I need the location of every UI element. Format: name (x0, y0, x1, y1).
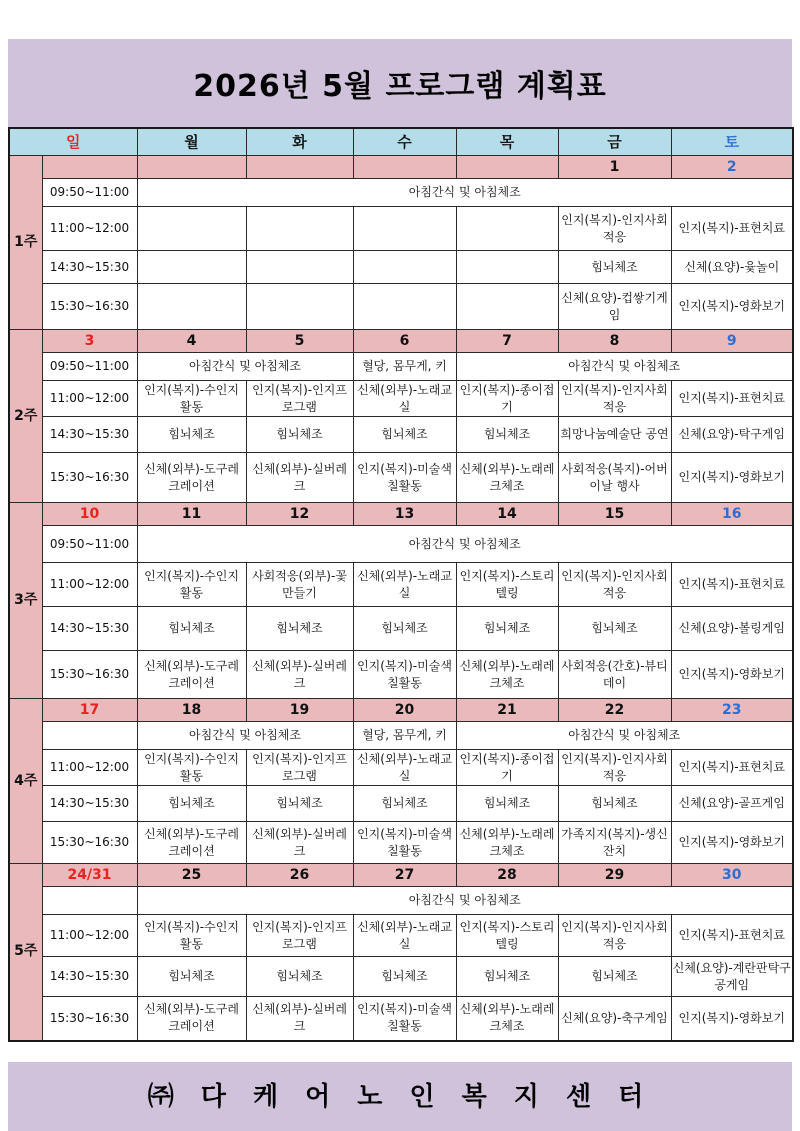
activity-cell: 신체(요양)-골프게임 (671, 786, 793, 822)
date-cell: 8 (558, 330, 671, 353)
activity-span: 아침간식 및 아침체조 (137, 887, 793, 915)
week-label: 2주 (9, 330, 42, 503)
day-header-thu: 목 (456, 128, 558, 156)
schedule-row (9, 284, 793, 330)
activity-cell (456, 207, 558, 251)
date-cell: 11 (137, 503, 246, 526)
schedule-row (9, 915, 793, 957)
time-slot: 14:30~15:30 (42, 607, 137, 651)
date-cell: 20 (353, 699, 456, 722)
date-cell: 17 (42, 699, 137, 722)
activity-cell: 인지(복지)-인지사회적응 (558, 381, 671, 417)
activity-cell: 신체(외부)-노래교실 (353, 563, 456, 607)
activity-cell: 희망나눔예술단 공연 (558, 417, 671, 453)
date-cell: 23 (671, 699, 793, 722)
activity-cell: 신체(요양)-계란판탁구공게임 (671, 957, 793, 997)
activity-cell: 인지(복지)-수인지활동 (137, 750, 246, 786)
week-label: 1주 (9, 156, 42, 330)
schedule-row (9, 607, 793, 651)
date-cell: 25 (137, 864, 246, 887)
date-cell: 13 (353, 503, 456, 526)
date-cell: 12 (246, 503, 353, 526)
activity-cell: 신체(요양)-볼링게임 (671, 607, 793, 651)
activity-cell: 인지(복지)-종이접기 (456, 381, 558, 417)
date-cell: 3 (42, 330, 137, 353)
activity-span: 아침간식 및 아침체조 (137, 353, 353, 381)
time-slot: 14:30~15:30 (42, 251, 137, 284)
time-slot (42, 887, 137, 915)
activity-cell: 힘뇌체조 (246, 957, 353, 997)
date-row (9, 503, 793, 526)
activity-cell: 신체(외부)-노래교실 (353, 915, 456, 957)
date-row (9, 699, 793, 722)
activity-cell: 혈당, 몸무게, 키 (353, 353, 456, 381)
activity-cell: 인지(복지)-표현치료 (671, 381, 793, 417)
activity-cell: 인지(복지)-영화보기 (671, 284, 793, 330)
time-slot: 15:30~16:30 (42, 822, 137, 864)
schedule-row (9, 179, 793, 207)
date-cell: 6 (353, 330, 456, 353)
schedule-row (9, 353, 793, 381)
activity-cell: 힘뇌체조 (558, 786, 671, 822)
activity-cell: 인지(복지)-수인지활동 (137, 563, 246, 607)
activity-span: 아침간식 및 아침체조 (137, 526, 793, 563)
activity-cell: 신체(외부)-실버레크 (246, 997, 353, 1041)
activity-span: 아침간식 및 아침체조 (456, 722, 793, 750)
activity-cell: 힘뇌체조 (558, 607, 671, 651)
date-cell (246, 156, 353, 179)
date-cell: 5 (246, 330, 353, 353)
activity-cell: 인지(복지)-표현치료 (671, 207, 793, 251)
activity-cell (137, 251, 246, 284)
time-slot: 14:30~15:30 (42, 417, 137, 453)
activity-cell: 인지(복지)-스토리텔링 (456, 915, 558, 957)
activity-cell: 인지(복지)-영화보기 (671, 453, 793, 503)
activity-cell: 인지(복지)-미술색칠활동 (353, 453, 456, 503)
title-banner (8, 39, 792, 127)
activity-cell: 인지(복지)-인지프로그램 (246, 915, 353, 957)
time-slot: 15:30~16:30 (42, 453, 137, 503)
activity-cell: 신체(외부)-노래레크체조 (456, 453, 558, 503)
date-cell: 30 (671, 864, 793, 887)
day-header-fri: 금 (558, 128, 671, 156)
activity-cell: 신체(요양)-탁구게임 (671, 417, 793, 453)
time-slot: 14:30~15:30 (42, 786, 137, 822)
activity-span: 아침간식 및 아침체조 (137, 722, 353, 750)
footer-banner (8, 1062, 792, 1131)
activity-cell: 힘뇌체조 (456, 417, 558, 453)
time-slot (42, 722, 137, 750)
date-cell: 16 (671, 503, 793, 526)
activity-cell: 힘뇌체조 (137, 957, 246, 997)
time-slot: 15:30~16:30 (42, 651, 137, 699)
activity-cell: 힘뇌체조 (137, 417, 246, 453)
activity-cell: 신체(외부)-노래교실 (353, 381, 456, 417)
weekday-header (9, 128, 793, 156)
date-row (9, 330, 793, 353)
schedule-row (9, 651, 793, 699)
date-cell: 18 (137, 699, 246, 722)
activity-cell: 힘뇌체조 (137, 607, 246, 651)
date-cell: 29 (558, 864, 671, 887)
activity-cell: 힘뇌체조 (137, 786, 246, 822)
activity-cell: 인지(복지)-영화보기 (671, 822, 793, 864)
activity-cell: 힘뇌체조 (246, 417, 353, 453)
activity-cell (353, 251, 456, 284)
activity-cell (456, 251, 558, 284)
schedule-row (9, 887, 793, 915)
activity-cell (353, 284, 456, 330)
schedule-row (9, 957, 793, 997)
schedule-row (9, 207, 793, 251)
date-cell: 28 (456, 864, 558, 887)
time-slot: 14:30~15:30 (42, 957, 137, 997)
activity-cell: 힘뇌체조 (353, 607, 456, 651)
page-title: 2026년 5월 프로그램 계획표 (193, 69, 607, 104)
activity-cell (137, 284, 246, 330)
schedule-row (9, 786, 793, 822)
activity-cell: 인지(복지)-미술색칠활동 (353, 997, 456, 1041)
activity-span: 아침간식 및 아침체조 (456, 353, 793, 381)
activity-cell: 인지(복지)-스토리텔링 (456, 563, 558, 607)
date-cell (456, 156, 558, 179)
date-cell (353, 156, 456, 179)
activity-cell (353, 207, 456, 251)
activity-cell: 인지(복지)-인지사회적응 (558, 563, 671, 607)
schedule-row (9, 997, 793, 1041)
activity-cell: 힘뇌체조 (456, 786, 558, 822)
time-slot: 15:30~16:30 (42, 997, 137, 1041)
activity-cell: 신체(요양)-윷놀이 (671, 251, 793, 284)
activity-cell: 인지(복지)-수인지활동 (137, 381, 246, 417)
schedule-row (9, 563, 793, 607)
activity-cell: 인지(복지)-인지사회적응 (558, 750, 671, 786)
day-header-sun: 일 (9, 128, 137, 156)
date-cell: 27 (353, 864, 456, 887)
activity-cell: 신체(외부)-실버레크 (246, 453, 353, 503)
week-label: 4주 (9, 699, 42, 864)
day-header-sat: 토 (671, 128, 793, 156)
schedule-row (9, 251, 793, 284)
schedule-row (9, 822, 793, 864)
schedule-row (9, 381, 793, 417)
activity-cell: 신체(외부)-실버레크 (246, 822, 353, 864)
activity-cell (246, 284, 353, 330)
schedule-row (9, 453, 793, 503)
activity-cell: 인지(복지)-인지사회적응 (558, 915, 671, 957)
date-cell: 15 (558, 503, 671, 526)
date-cell: 24/31 (42, 864, 137, 887)
activity-cell: 신체(외부)-도구레크레이션 (137, 997, 246, 1041)
activity-cell: 사회적응(간호)-뷰티데이 (558, 651, 671, 699)
time-slot: 09:50~11:00 (42, 353, 137, 381)
activity-cell: 힘뇌체조 (558, 251, 671, 284)
date-cell: 10 (42, 503, 137, 526)
date-cell (42, 156, 137, 179)
schedule-row (9, 526, 793, 563)
activity-cell: 신체(외부)-노래레크체조 (456, 651, 558, 699)
activity-span: 아침간식 및 아침체조 (137, 179, 793, 207)
activity-cell: 신체(외부)-실버레크 (246, 651, 353, 699)
activity-cell: 신체(요양)-축구게임 (558, 997, 671, 1041)
activity-cell: 인지(복지)-인지사회적응 (558, 207, 671, 251)
activity-cell: 사회적응(복지)-어버이날 행사 (558, 453, 671, 503)
date-row (9, 156, 793, 179)
activity-cell: 인지(복지)-표현치료 (671, 915, 793, 957)
date-cell: 1 (558, 156, 671, 179)
activity-cell: 인지(복지)-미술색칠활동 (353, 651, 456, 699)
activity-cell: 인지(복지)-영화보기 (671, 651, 793, 699)
time-slot: 11:00~12:00 (42, 915, 137, 957)
activity-cell: 신체(외부)-도구레크레이션 (137, 822, 246, 864)
activity-cell: 가족지지(복지)-생신잔치 (558, 822, 671, 864)
activity-cell: 인지(복지)-표현치료 (671, 563, 793, 607)
date-cell: 7 (456, 330, 558, 353)
activity-cell: 인지(복지)-표현치료 (671, 750, 793, 786)
activity-cell: 힘뇌체조 (246, 786, 353, 822)
schedule-row (9, 417, 793, 453)
activity-cell: 힘뇌체조 (246, 607, 353, 651)
date-cell: 26 (246, 864, 353, 887)
activity-cell: 힘뇌체조 (353, 786, 456, 822)
date-cell: 14 (456, 503, 558, 526)
center-name: ㈜ 다 케 어 노 인 복 지 센 터 (147, 1082, 653, 1112)
activity-cell (456, 284, 558, 330)
schedule-row (9, 750, 793, 786)
date-cell: 9 (671, 330, 793, 353)
activity-cell: 인지(복지)-수인지활동 (137, 915, 246, 957)
time-slot: 09:50~11:00 (42, 179, 137, 207)
date-cell: 4 (137, 330, 246, 353)
activity-cell: 신체(외부)-노래레크체조 (456, 822, 558, 864)
activity-cell: 인지(복지)-영화보기 (671, 997, 793, 1041)
activity-cell: 사회적응(외부)-꽃만들기 (246, 563, 353, 607)
activity-cell: 힘뇌체조 (456, 607, 558, 651)
activity-cell: 힘뇌체조 (353, 957, 456, 997)
activity-cell: 신체(외부)-노래교실 (353, 750, 456, 786)
activity-cell: 신체(외부)-도구레크레이션 (137, 651, 246, 699)
activity-cell: 힘뇌체조 (353, 417, 456, 453)
activity-cell (246, 207, 353, 251)
week-label: 3주 (9, 503, 42, 699)
date-cell: 21 (456, 699, 558, 722)
time-slot: 11:00~12:00 (42, 563, 137, 607)
date-cell: 22 (558, 699, 671, 722)
activity-cell: 신체(요양)-컵쌓기게임 (558, 284, 671, 330)
activity-cell: 신체(외부)-도구레크레이션 (137, 453, 246, 503)
activity-cell: 힘뇌체조 (558, 957, 671, 997)
activity-cell: 혈당, 몸무게, 키 (353, 722, 456, 750)
activity-cell: 신체(외부)-노래레크체조 (456, 997, 558, 1041)
day-header-mon: 월 (137, 128, 246, 156)
activity-cell: 인지(복지)-종이접기 (456, 750, 558, 786)
activity-cell: 인지(복지)-인지프로그램 (246, 381, 353, 417)
date-row (9, 864, 793, 887)
time-slot: 11:00~12:00 (42, 381, 137, 417)
date-cell: 2 (671, 156, 793, 179)
time-slot: 09:50~11:00 (42, 526, 137, 563)
date-cell: 19 (246, 699, 353, 722)
day-header-wed: 수 (353, 128, 456, 156)
week-label: 5주 (9, 864, 42, 1041)
program-calendar (8, 127, 794, 1042)
activity-cell: 인지(복지)-인지프로그램 (246, 750, 353, 786)
time-slot: 15:30~16:30 (42, 284, 137, 330)
time-slot: 11:00~12:00 (42, 207, 137, 251)
schedule-row (9, 722, 793, 750)
activity-cell: 힘뇌체조 (456, 957, 558, 997)
time-slot: 11:00~12:00 (42, 750, 137, 786)
activity-cell: 인지(복지)-미술색칠활동 (353, 822, 456, 864)
day-header-tue: 화 (246, 128, 353, 156)
activity-cell (246, 251, 353, 284)
date-cell (137, 156, 246, 179)
activity-cell (137, 207, 246, 251)
